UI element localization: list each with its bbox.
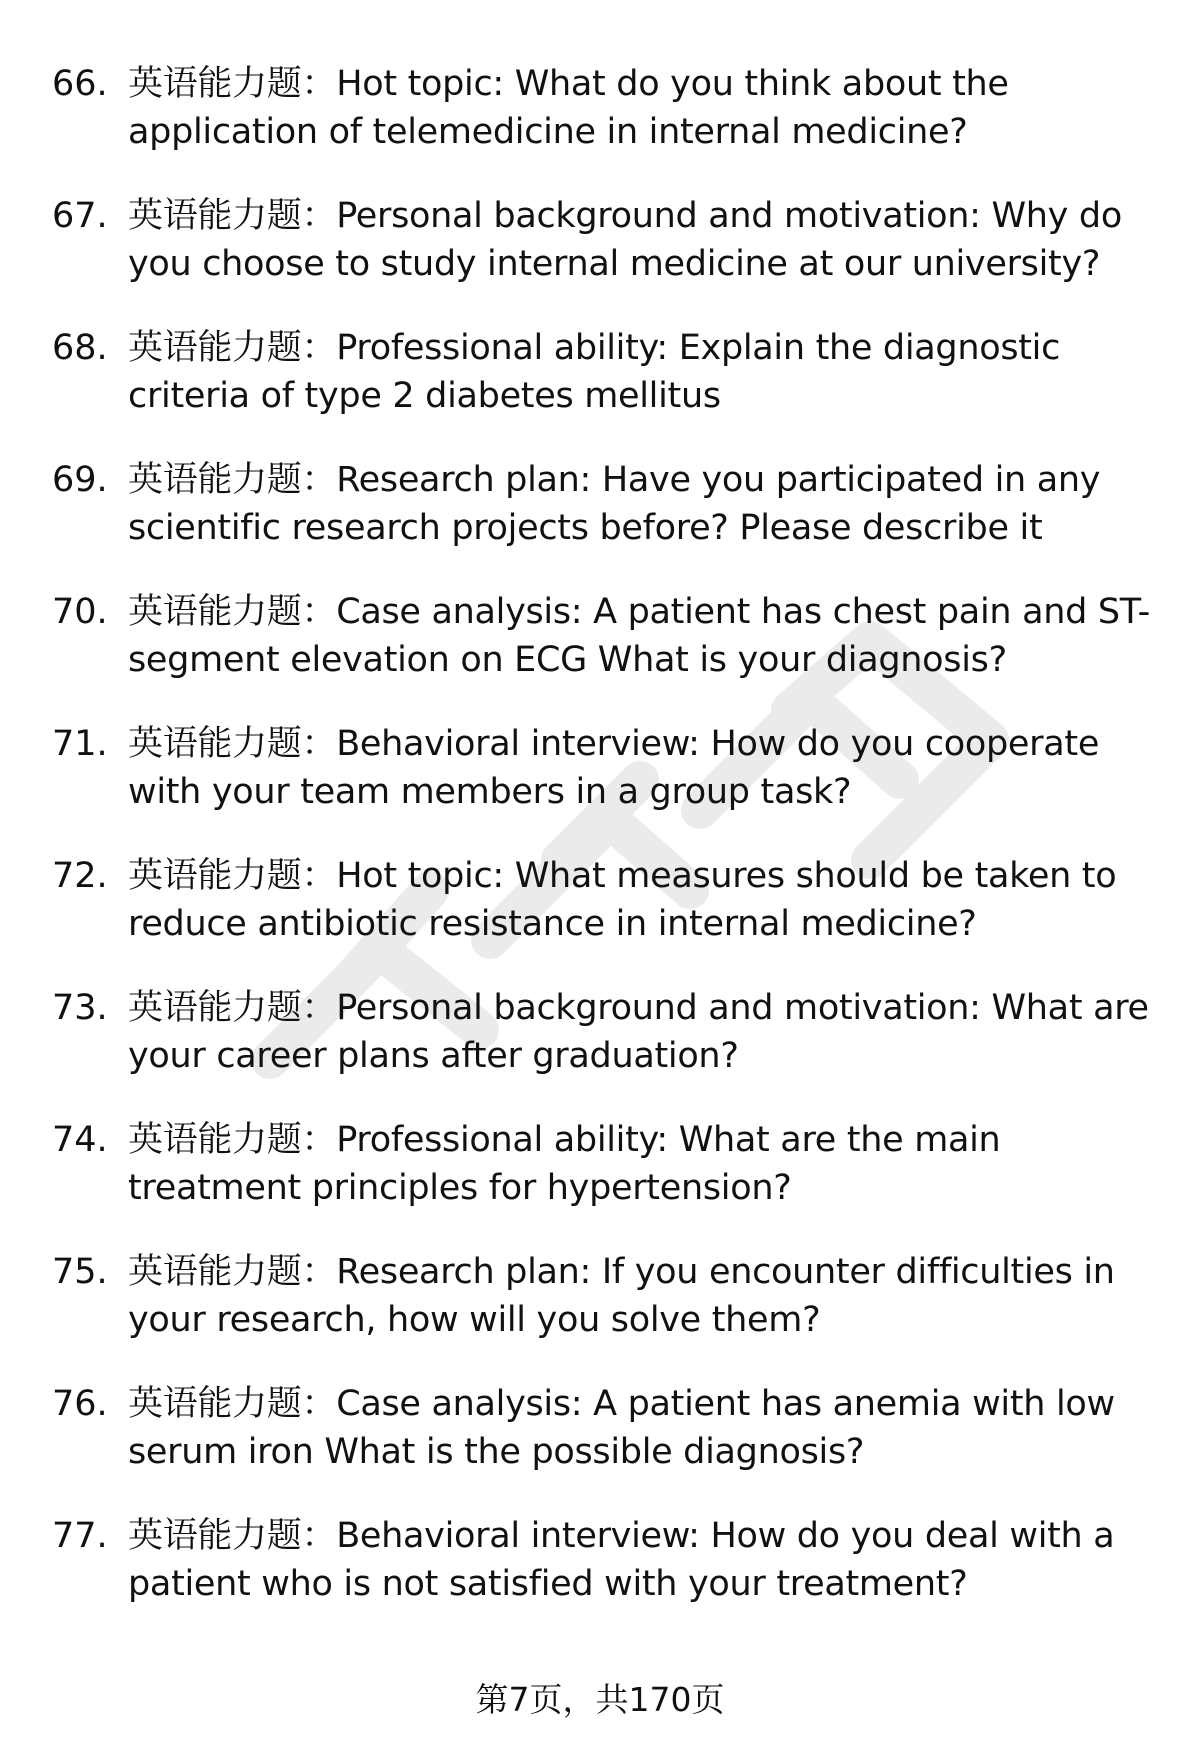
question-body [128, 852, 1160, 948]
question-text: Behavioral interview: How do you cooperate with your team members in a group task? [128, 724, 1100, 812]
question-body [128, 1380, 1160, 1476]
question-text: Case analysis: A patient has chest pain and ST-segment elevation on ECG What is your diagnosis? [128, 592, 1150, 680]
question-number: 72. [52, 856, 108, 896]
question-item [0, 60, 1200, 192]
question-number: 69. [52, 460, 108, 500]
question-text: Hot topic: What measures should be taken to reduce antibiotic resistance in internal medicine? [128, 856, 1117, 944]
question-number: 68. [52, 328, 108, 368]
question-item [0, 984, 1200, 1116]
question-body [128, 324, 1160, 420]
question-item [0, 324, 1200, 456]
question-item [0, 1380, 1200, 1512]
question-text: Research plan: If you encounter difficulties in your research, how will you solve them? [128, 1252, 1115, 1340]
question-number: 67. [52, 196, 108, 236]
question-number: 73. [52, 988, 108, 1028]
question-item [0, 588, 1200, 720]
question-body [128, 588, 1160, 684]
question-body [128, 1512, 1160, 1608]
question-category: 英语能力题： [128, 988, 337, 1028]
question-category: 英语能力题： [128, 1120, 337, 1160]
question-text: Behavioral interview: How do you deal with a patient who is not satisfied with your treatment? [128, 1516, 1115, 1604]
question-number: 75. [52, 1252, 108, 1292]
question-body [128, 192, 1160, 288]
question-category: 英语能力题： [128, 460, 337, 500]
question-item [0, 1248, 1200, 1380]
question-category: 英语能力题： [128, 1516, 337, 1556]
question-category: 英语能力题： [128, 592, 337, 632]
question-number: 76. [52, 1384, 108, 1424]
question-category: 英语能力题： [128, 1384, 337, 1424]
question-category: 英语能力题： [128, 196, 337, 236]
question-text: Case analysis: A patient has anemia with low serum iron What is the possible diagnosis? [128, 1384, 1115, 1472]
question-body [128, 984, 1160, 1080]
question-body [128, 456, 1160, 552]
question-category: 英语能力题： [128, 1252, 337, 1292]
question-item [0, 720, 1200, 852]
question-category: 英语能力题： [128, 64, 337, 104]
question-body [128, 1248, 1160, 1344]
question-text: Personal background and motivation: Why do you choose to study internal medicine at our university? [128, 196, 1122, 284]
question-text: Hot topic: What do you think about the application of telemedicine in internal medicine? [128, 64, 1009, 152]
question-body [128, 1116, 1160, 1212]
question-text: Professional ability: What are the main treatment principles for hypertension? [128, 1120, 1001, 1208]
question-item [0, 456, 1200, 588]
question-body [128, 60, 1160, 156]
question-item [0, 1512, 1200, 1644]
question-category: 英语能力题： [128, 328, 337, 368]
question-list [0, 60, 1200, 1644]
page-number: 第7页，共170页 [475, 1680, 725, 1719]
question-item [0, 1116, 1200, 1248]
question-text: Personal background and motivation: What are your career plans after graduation? [128, 988, 1149, 1076]
question-number: 74. [52, 1120, 108, 1160]
question-number: 77. [52, 1516, 108, 1556]
question-category: 英语能力题： [128, 724, 337, 764]
question-body [128, 720, 1160, 816]
question-number: 70. [52, 592, 108, 632]
question-item [0, 192, 1200, 324]
question-number: 66. [52, 64, 108, 104]
question-category: 英语能力题： [128, 856, 337, 896]
question-number: 71. [52, 724, 108, 764]
question-text: Professional ability: Explain the diagnostic criteria of type 2 diabetes mellitus [128, 328, 1061, 416]
question-text: Research plan: Have you participated in any scientific research projects before? Please describe it [128, 460, 1101, 548]
question-item [0, 852, 1200, 984]
